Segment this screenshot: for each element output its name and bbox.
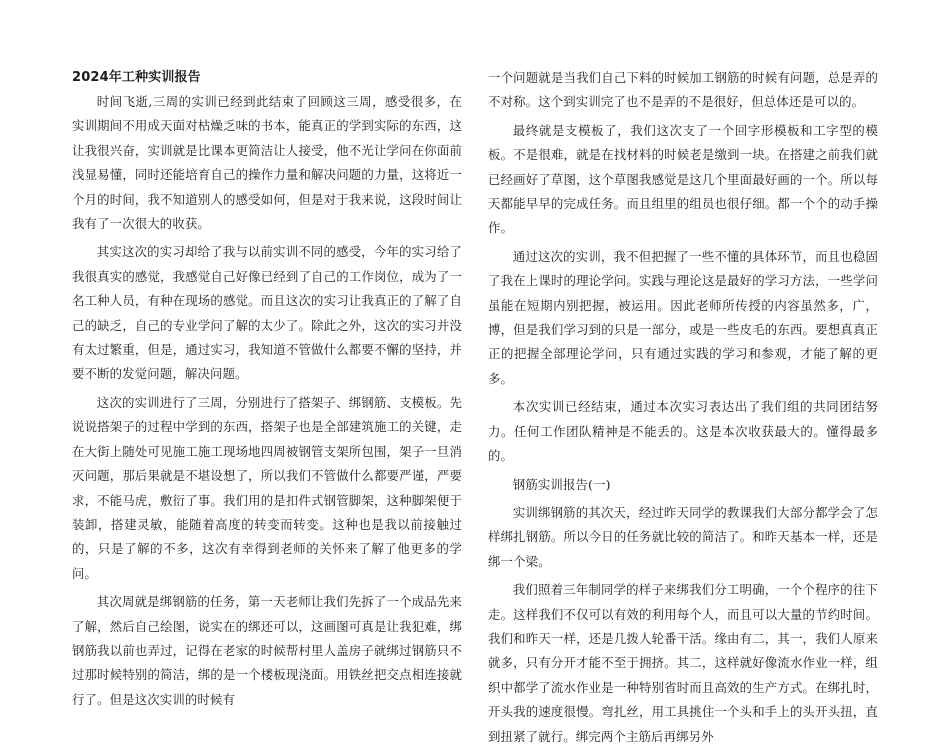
paragraph-rebar: 其次周就是绑钢筋的任务，第一天老师让我们先拆了一个成品先来了解，然后自己绘图，说实在的绑还可以，这画图可真是让我犯难，绑钢筋我以前也弄过，记得在老家的时候帮村里人盖房子就绑过钢筋只不过那时候特别的简洁，绑的是一个楼板现浇面。用铁丝把交点相连接就行了。但是这次实训的时候有	[72, 594, 462, 707]
paragraph-practice-theory: 通过这次的实训，我不但把握了一些不懂的具体环节，而且也稳固了我在上课时的理论学问。实践与理论这是最好的学习方法，一些学问虽能在短期内别把握，被运用。因此老师所传授的内容虽然多，广，博，但是我们学习到的只是一部分，或是一些皮毛的东西。要想真真正正的把握全部理论学问，只有通过实践的学习和参观，才能了解的更多。	[488, 248, 878, 386]
left-column	[72, 66, 462, 712]
paragraph-scaffolding: 这次的实训进行了三周，分别进行了搭架子、绑钢筋、支模板。先说说搭架子的过程中学到的东西，搭架子也是全部建筑施工的关键，走在大街上随处可见施工施工现场地四周被钢管支架所包围，架子一旦消灭问题，那后果就是不堪设想了，所以我们不管做什么都要严谨，严要求，不能马虎，敷衍了事。我们用的是扣件式钢管脚架，这种脚架便于装卸，搭建灵敏，能随着高度的转变而转变。这种也是我以前接触过的，只是了解的不多，这次有幸得到老师的关怀来了解了他更多的学问。	[72, 394, 462, 581]
paragraph-conclusion: 本次实训已经结束，通过本次实习表达出了我们组的共同团结努力。任何工作团队精神是不能丢的。这是本次收获最大的。懂得最多的。	[488, 399, 878, 464]
document-title: 2024年工种实训报告	[72, 70, 201, 85]
paragraph-second-day: 实训绑钢筋的其次天，经过昨天同学的教课我们大部分都学会了怎样绑扎钢筋。所以今日的任务就比较的简洁了。和昨天基本一样，还是绑一个梁。	[488, 504, 878, 569]
paragraph-intro: 时间飞逝,三周的实训已经到此结束了回顾这三周，感受很多，在实训期间不用成天面对枯燥乏味的书本，能真正的学到实际的东西，这让我很兴奋，实训就是比课本更简洁让人接受，他不光让学问在你面前浅显易懂，同时还能培育自己的操作力量和解决问题的力量，这将近一个月的时间，我不知道别人的感受如何，但是对于我来说，这段时间让我有了一次很大的收获。	[72, 94, 462, 232]
paragraph-formwork: 最终就是支模板了，我们这次支了一个回字形模板和工字型的模板。不是很难，就是在找材料的时候老是缴到一块。在搭建之前我们就已经画好了草图，这个草图我感觉是这几个里面最好画的一个。所以每天都能早早的完成任务。而且组里的组员也很仔细。都一个个的动手操作。	[488, 122, 878, 236]
paragraph-division-of-labor: 我们照着三年制同学的样子来绑我们分工明确，一个个程序的往下走。这样我们不仅可以有效的利用每个人，而且可以大量的节约时间。我们和昨天一样，还是几拨人轮番干活。缘由有二，其一，我们人原来就多，只有分开才能不至于拥挤。其二，这样就好像流水作业一样，组织中都学了流水作业是一种特别省时而且高效的生产方式。在绑扎时，开头我的速度很慢。弯扎丝，用工具挑住一个头和手上的头开头扭，直到扭紧了就行。绑完两个主筋后再绑另外	[488, 582, 878, 744]
section-heading-rebar-report: 钢筋实训报告(一)	[512, 476, 611, 492]
paragraph-rebar-continued: 一个问题就是当我们自己下料的时候加工钢筋的时候有问题，总是弄的不对称。这个到实训完了也不是弄的不是很好，但总体还是可以的。	[488, 70, 878, 110]
right-column	[488, 66, 878, 749]
paragraph-feelings: 其实这次的实习却给了我与以前实训不同的感受，今年的实习给了我很真实的感觉，我感觉自己好像已经到了自己的工作岗位，成为了一名工种人员，有种在现场的感觉。而且这次的实习让我真正的了解了自己的缺乏，自己的专业学问了解的太少了。除此之外，这次的实习并没有太过繁重，但是，通过实习，我知道不管做什么都要不懈的坚持，并要不断的发觉问题，解决问题。	[72, 244, 462, 382]
